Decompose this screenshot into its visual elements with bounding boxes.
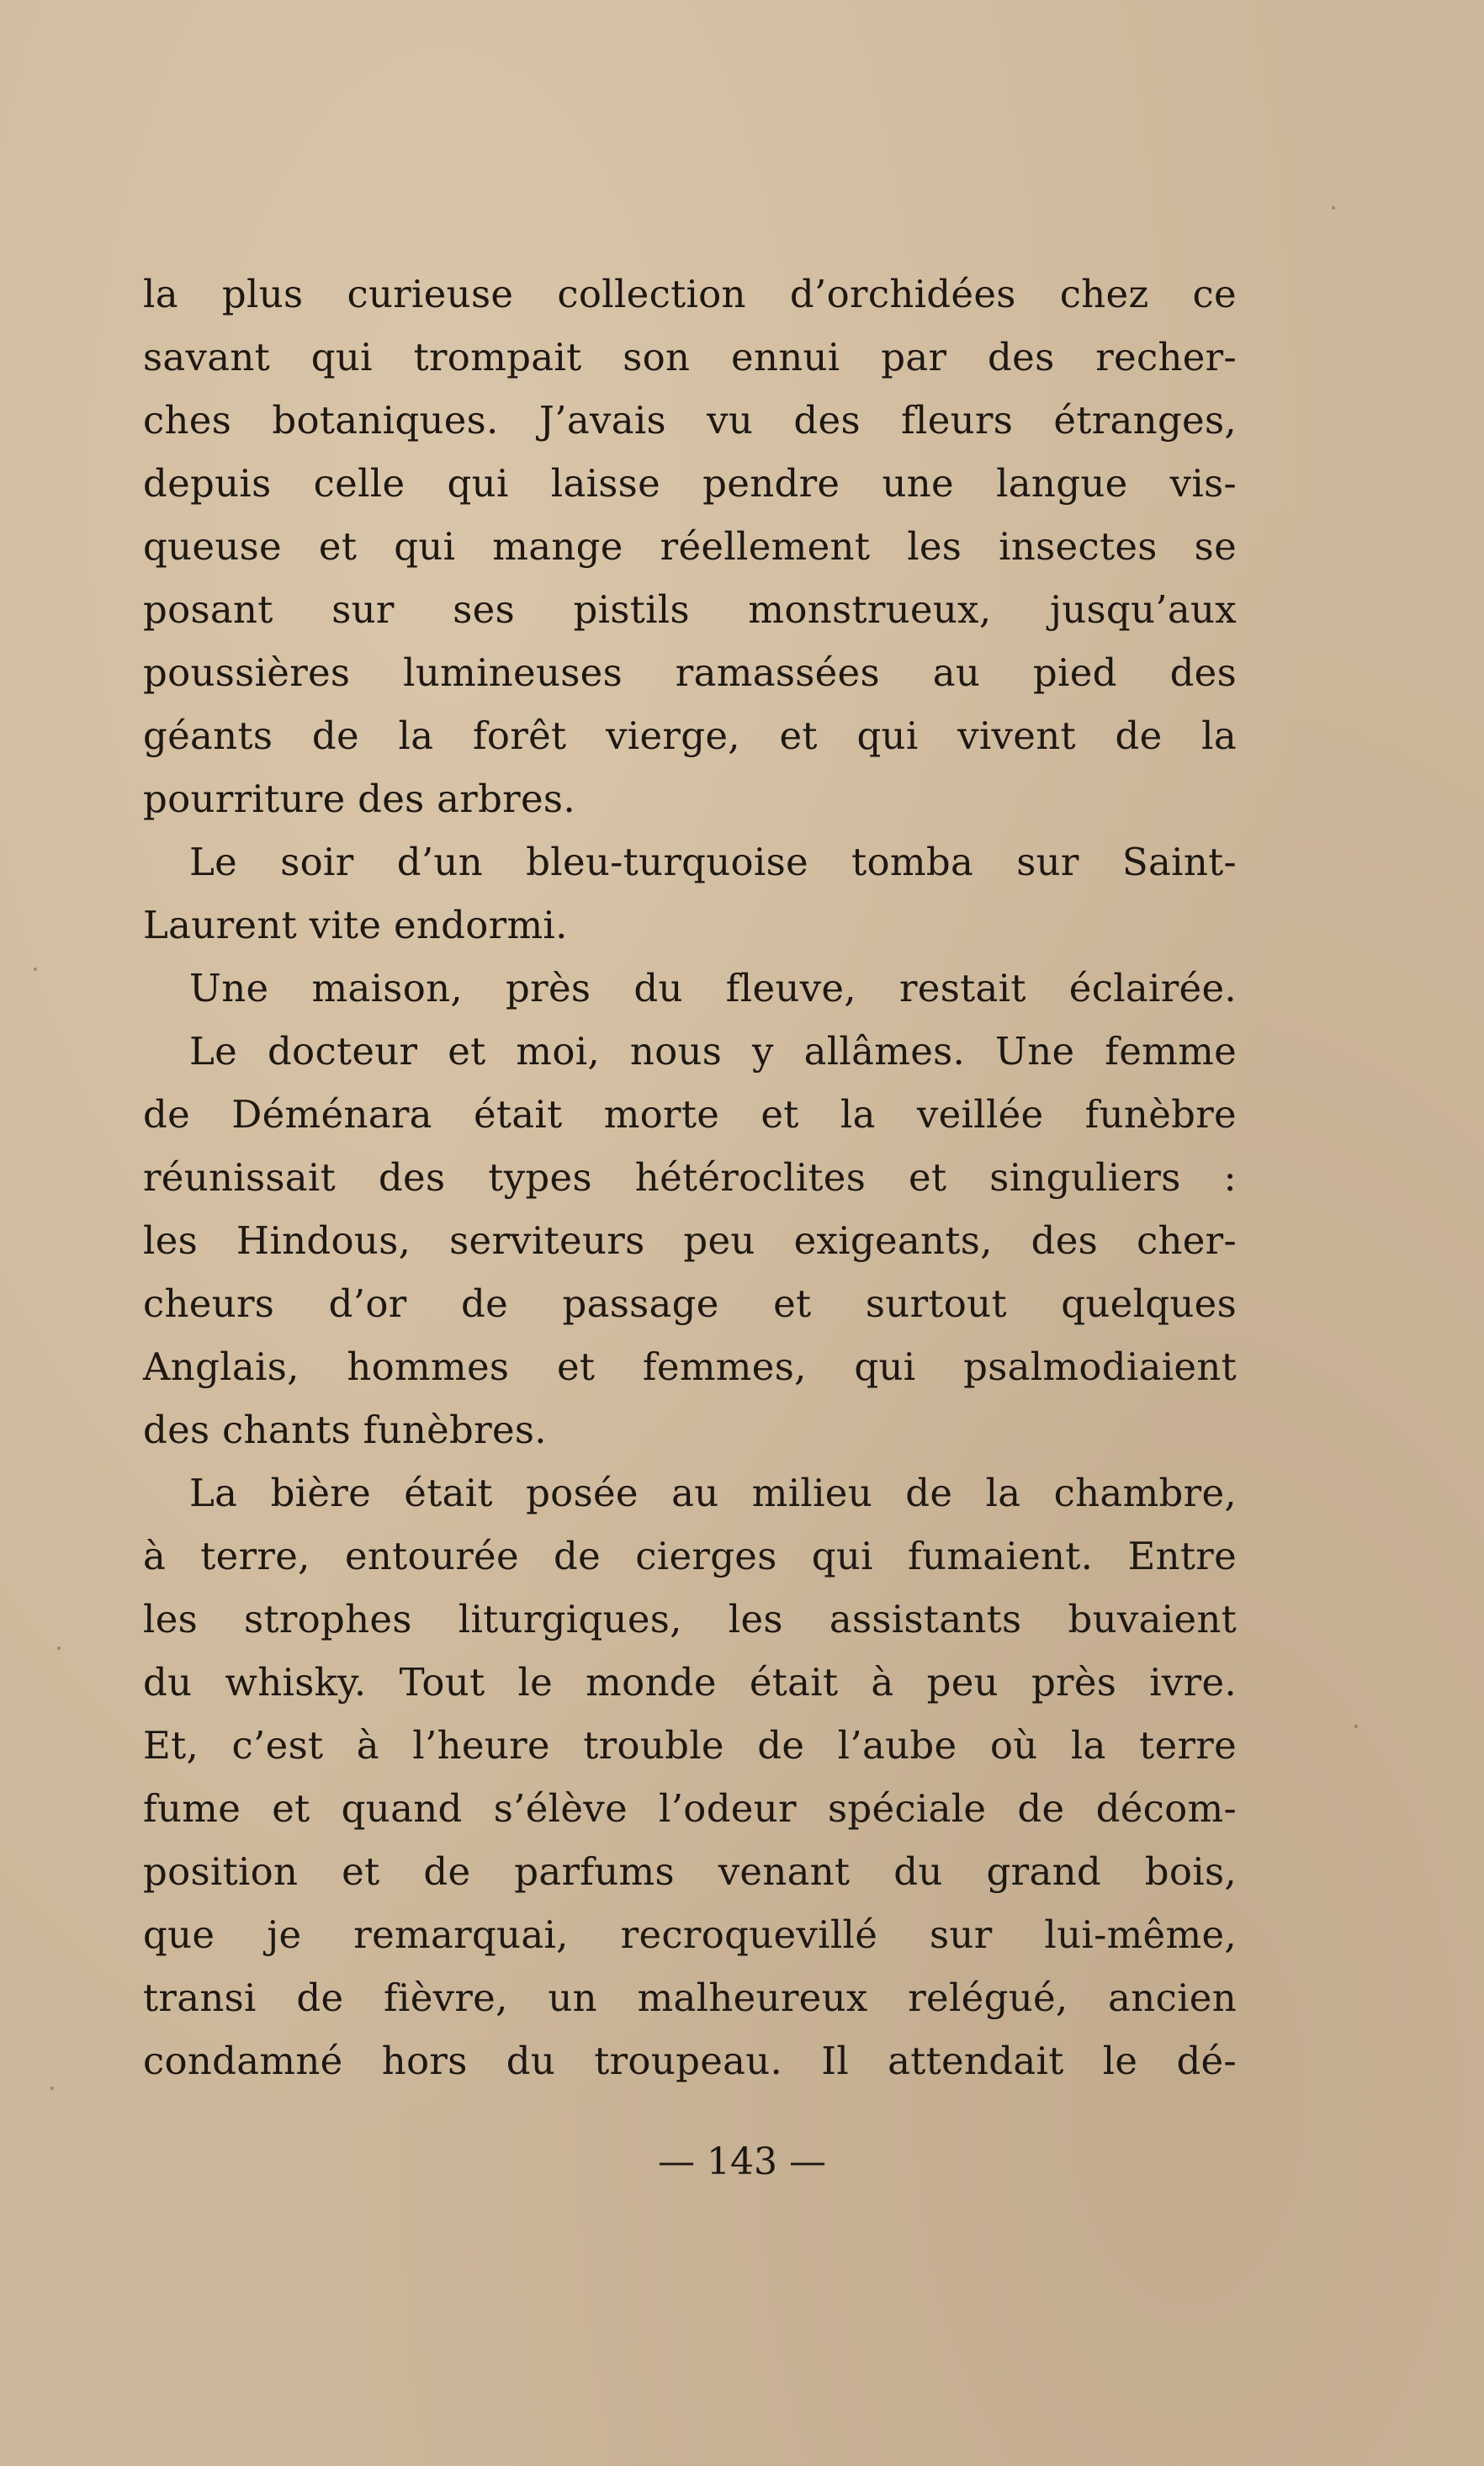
text-line: les Hindous, serviteurs peu exigeants, des cher- — [143, 1218, 1237, 1263]
text-line: Et, c’est à l’heure trouble de l’aube où la terre — [143, 1723, 1237, 1768]
paper-speck — [1332, 206, 1335, 209]
text-line: Anglais, hommes et femmes, qui psalmodiaient — [143, 1344, 1237, 1389]
text-line: savant qui trompait son ennui par des recher- — [143, 335, 1237, 379]
text-line: La bière était posée au milieu de la chambre, — [189, 1471, 1237, 1515]
paper-speck — [50, 2087, 54, 2090]
text-line: cheurs d’or de passage et surtout quelques — [143, 1281, 1237, 1326]
text-line: transi de fièvre, un malheureux relégué, ancien — [143, 1975, 1237, 2020]
text-line: fume et quand s’élève l’odeur spéciale de décom- — [143, 1786, 1237, 1831]
text-line: Une maison, près du fleuve, restait éclairée. — [189, 966, 1237, 1010]
text-line: condamné hors du troupeau. Il attendait le dé- — [143, 2039, 1237, 2083]
body-text — [143, 263, 1237, 2092]
text-line: depuis celle qui laisse pendre une langue vis- — [143, 461, 1237, 506]
text-line: réunissait des types hétéroclites et singuliers : — [143, 1155, 1237, 1200]
paper-speck — [57, 1647, 61, 1650]
text-line: de Déménara était morte et la veillée funèbre — [143, 1092, 1237, 1137]
text-line: que je remarquai, recroquevillé sur lui-même, — [143, 1912, 1237, 1957]
text-line: poussières lumineuses ramassées au pied des — [143, 650, 1237, 695]
page-number: — 143 — — [658, 2140, 826, 2183]
text-line: Le soir d’un bleu-turquoise tomba sur Saint- — [189, 840, 1237, 884]
text-line: les strophes liturgiques, les assistants buvaient — [143, 1597, 1237, 1641]
text-line: ches botaniques. J’avais vu des fleurs étranges, — [143, 398, 1237, 443]
text-line: géants de la forêt vierge, et qui vivent de la — [143, 713, 1237, 758]
text-line: des chants funèbres. — [143, 1408, 547, 1452]
text-line: position et de parfums venant du grand bois, — [143, 1849, 1237, 1894]
text-line: la plus curieuse collection d’orchidées chez ce — [143, 272, 1237, 316]
text-line: Laurent vite endormi. — [143, 903, 568, 947]
text-line: pourriture des arbres. — [143, 777, 575, 821]
paper-speck — [1354, 1725, 1358, 1728]
text-line: posant sur ses pistils monstrueux, jusqu’aux — [143, 587, 1237, 632]
text-line: queuse et qui mange réellement les insectes se — [143, 524, 1237, 569]
paper-speck — [34, 968, 37, 971]
text-line: Le docteur et moi, nous y allâmes. Une femme — [189, 1029, 1237, 1074]
text-line: à terre, entourée de cierges qui fumaient. Entre — [143, 1534, 1237, 1578]
text-line: du whisky. Tout le monde était à peu près ivre. — [143, 1660, 1237, 1705]
